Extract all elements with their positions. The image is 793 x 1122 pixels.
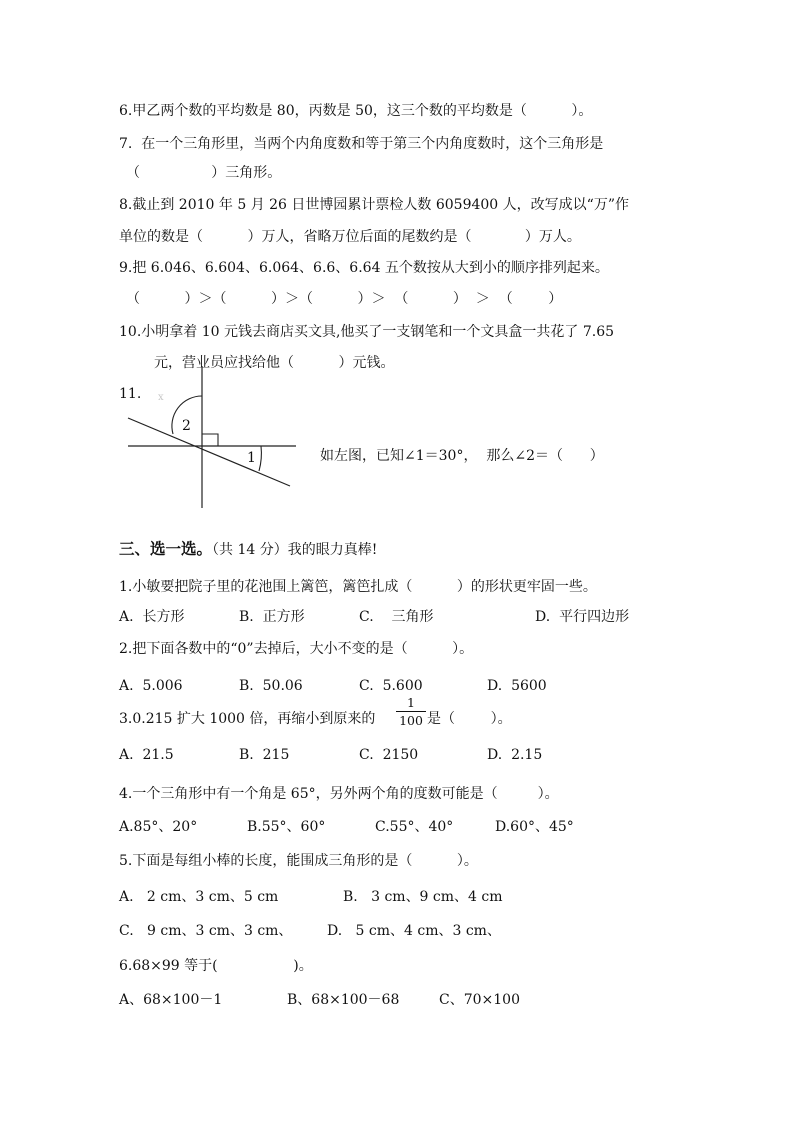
- choice-q4-option-b: B.55°、60°: [247, 819, 326, 835]
- choice-q6-option-c: C、70×100: [439, 992, 520, 1008]
- angle-2-label: 2: [182, 418, 191, 434]
- question-9-text-line1: 9.把 6.046、6.604、6.064、6.6、6.64 五个数按从大到小的顺序排列起来。: [119, 260, 609, 276]
- choice-q1-option-c: C. 三角形: [359, 609, 434, 625]
- section-3-title: 三、选一选。: [119, 540, 213, 558]
- right-angle-mark: [202, 434, 218, 446]
- choice-q5-option-a: A. 2 cm、3 cm、5 cm: [119, 889, 279, 905]
- question-11-number: 11.: [119, 386, 142, 402]
- fraction-denominator: 100: [399, 713, 423, 728]
- question-8-text-line2: 单位的数是（ ）万人，省略万位后面的尾数约是（ ）万人。: [119, 229, 581, 245]
- fraction-bar: [396, 711, 426, 712]
- choice-q3-option-b: B. 215: [239, 747, 290, 763]
- question-8-text-line1: 8.截止到 2010 年 5 月 26 日世博园累计票检人数 6059400 人，改写成以“万”作: [119, 197, 629, 213]
- choice-q1-option-b: B. 正方形: [239, 609, 305, 625]
- choice-q4-option-c: C.55°、40°: [375, 819, 454, 835]
- choice-question-3-text-before: 3.0.215 扩大 1000 倍，再缩小到原来的: [119, 711, 376, 727]
- choice-q5-option-d: D. 5 cm、4 cm、3 cm、: [327, 923, 501, 939]
- fraction-numerator: 1: [407, 695, 415, 710]
- choice-q1-option-a: A. 长方形: [119, 609, 185, 625]
- angle-1-arc: [259, 446, 261, 471]
- choice-q2-option-a: A. 5.006: [119, 678, 183, 694]
- choice-question-4-text: 4.一个三角形中有一个角是 65°，另外两个角的度数可能是（ ）。: [119, 786, 559, 802]
- angle-figure: [120, 360, 310, 510]
- section-3-subtitle: （共 14 分）我的眼力真棒!: [212, 542, 378, 558]
- faint-mark: x: [158, 392, 164, 403]
- slanted-line: [128, 418, 290, 486]
- question-10-text-line1: 10.小明拿着 10 元钱去商店买文具,他买了一支钢笔和一个文具盒一共花了 7.65: [119, 324, 615, 340]
- angle-1-label: 1: [247, 450, 256, 466]
- fraction-one-hundredth: [396, 695, 426, 728]
- choice-q4-option-d: D.60°、45°: [495, 819, 574, 835]
- section-3-heading: [119, 538, 377, 561]
- choice-q1-option-d: D. 平行四边形: [535, 609, 630, 625]
- choice-question-2-text: 2.把下面各数中的“0”去掉后，大小不变的是（ ）。: [119, 641, 474, 657]
- choice-q6-option-a: A、68×100－1: [119, 992, 223, 1008]
- question-10-text-line2: 元，营业员应找给他（ ）元钱。: [154, 355, 395, 371]
- choice-question-5-text: 5.下面是每组小棒的长度，能围成三角形的是（ ）。: [119, 853, 478, 869]
- choice-q2-option-c: C. 5.600: [359, 678, 423, 694]
- choice-question-3-text-after: 是（ ）。: [427, 711, 512, 727]
- choice-q5-option-b: B. 3 cm、9 cm、4 cm: [343, 889, 503, 905]
- choice-q6-option-b: B、68×100－68: [287, 992, 400, 1008]
- choice-question-6-text: 6.68×99 等于( )。: [119, 958, 313, 974]
- choice-q3-option-c: C. 2150: [359, 747, 419, 763]
- question-7-text-line2: （ ）三角形。: [126, 165, 282, 181]
- choice-q2-option-d: D. 5600: [487, 678, 547, 694]
- choice-q2-option-b: B. 50.06: [239, 678, 303, 694]
- question-7-text-line1: 7. 在一个三角形里，当两个内角度数和等于第三个内角度数时，这个三角形是: [119, 136, 604, 152]
- question-6-text: 6.甲乙两个数的平均数是 80，丙数是 50，这三个数的平均数是（ ）。: [119, 103, 593, 119]
- choice-question-1-text: 1.小敏要把院子里的花池围上篱笆，篱笆扎成（ ）的形状更牢固一些。: [119, 579, 597, 595]
- choice-q3-option-a: A. 21.5: [119, 747, 174, 763]
- choice-q5-option-c: C. 9 cm、3 cm、3 cm、: [119, 923, 293, 939]
- question-9-text-line2: （ ）＞（ ）＞（ ）＞ （ ） ＞ （ ）: [126, 291, 563, 307]
- choice-q4-option-a: A.85°、20°: [119, 819, 198, 835]
- question-11-text: 如左图，已知∠1＝30°， 那么∠2＝（ ）: [320, 448, 604, 464]
- choice-q3-option-d: D. 2.15: [487, 747, 543, 763]
